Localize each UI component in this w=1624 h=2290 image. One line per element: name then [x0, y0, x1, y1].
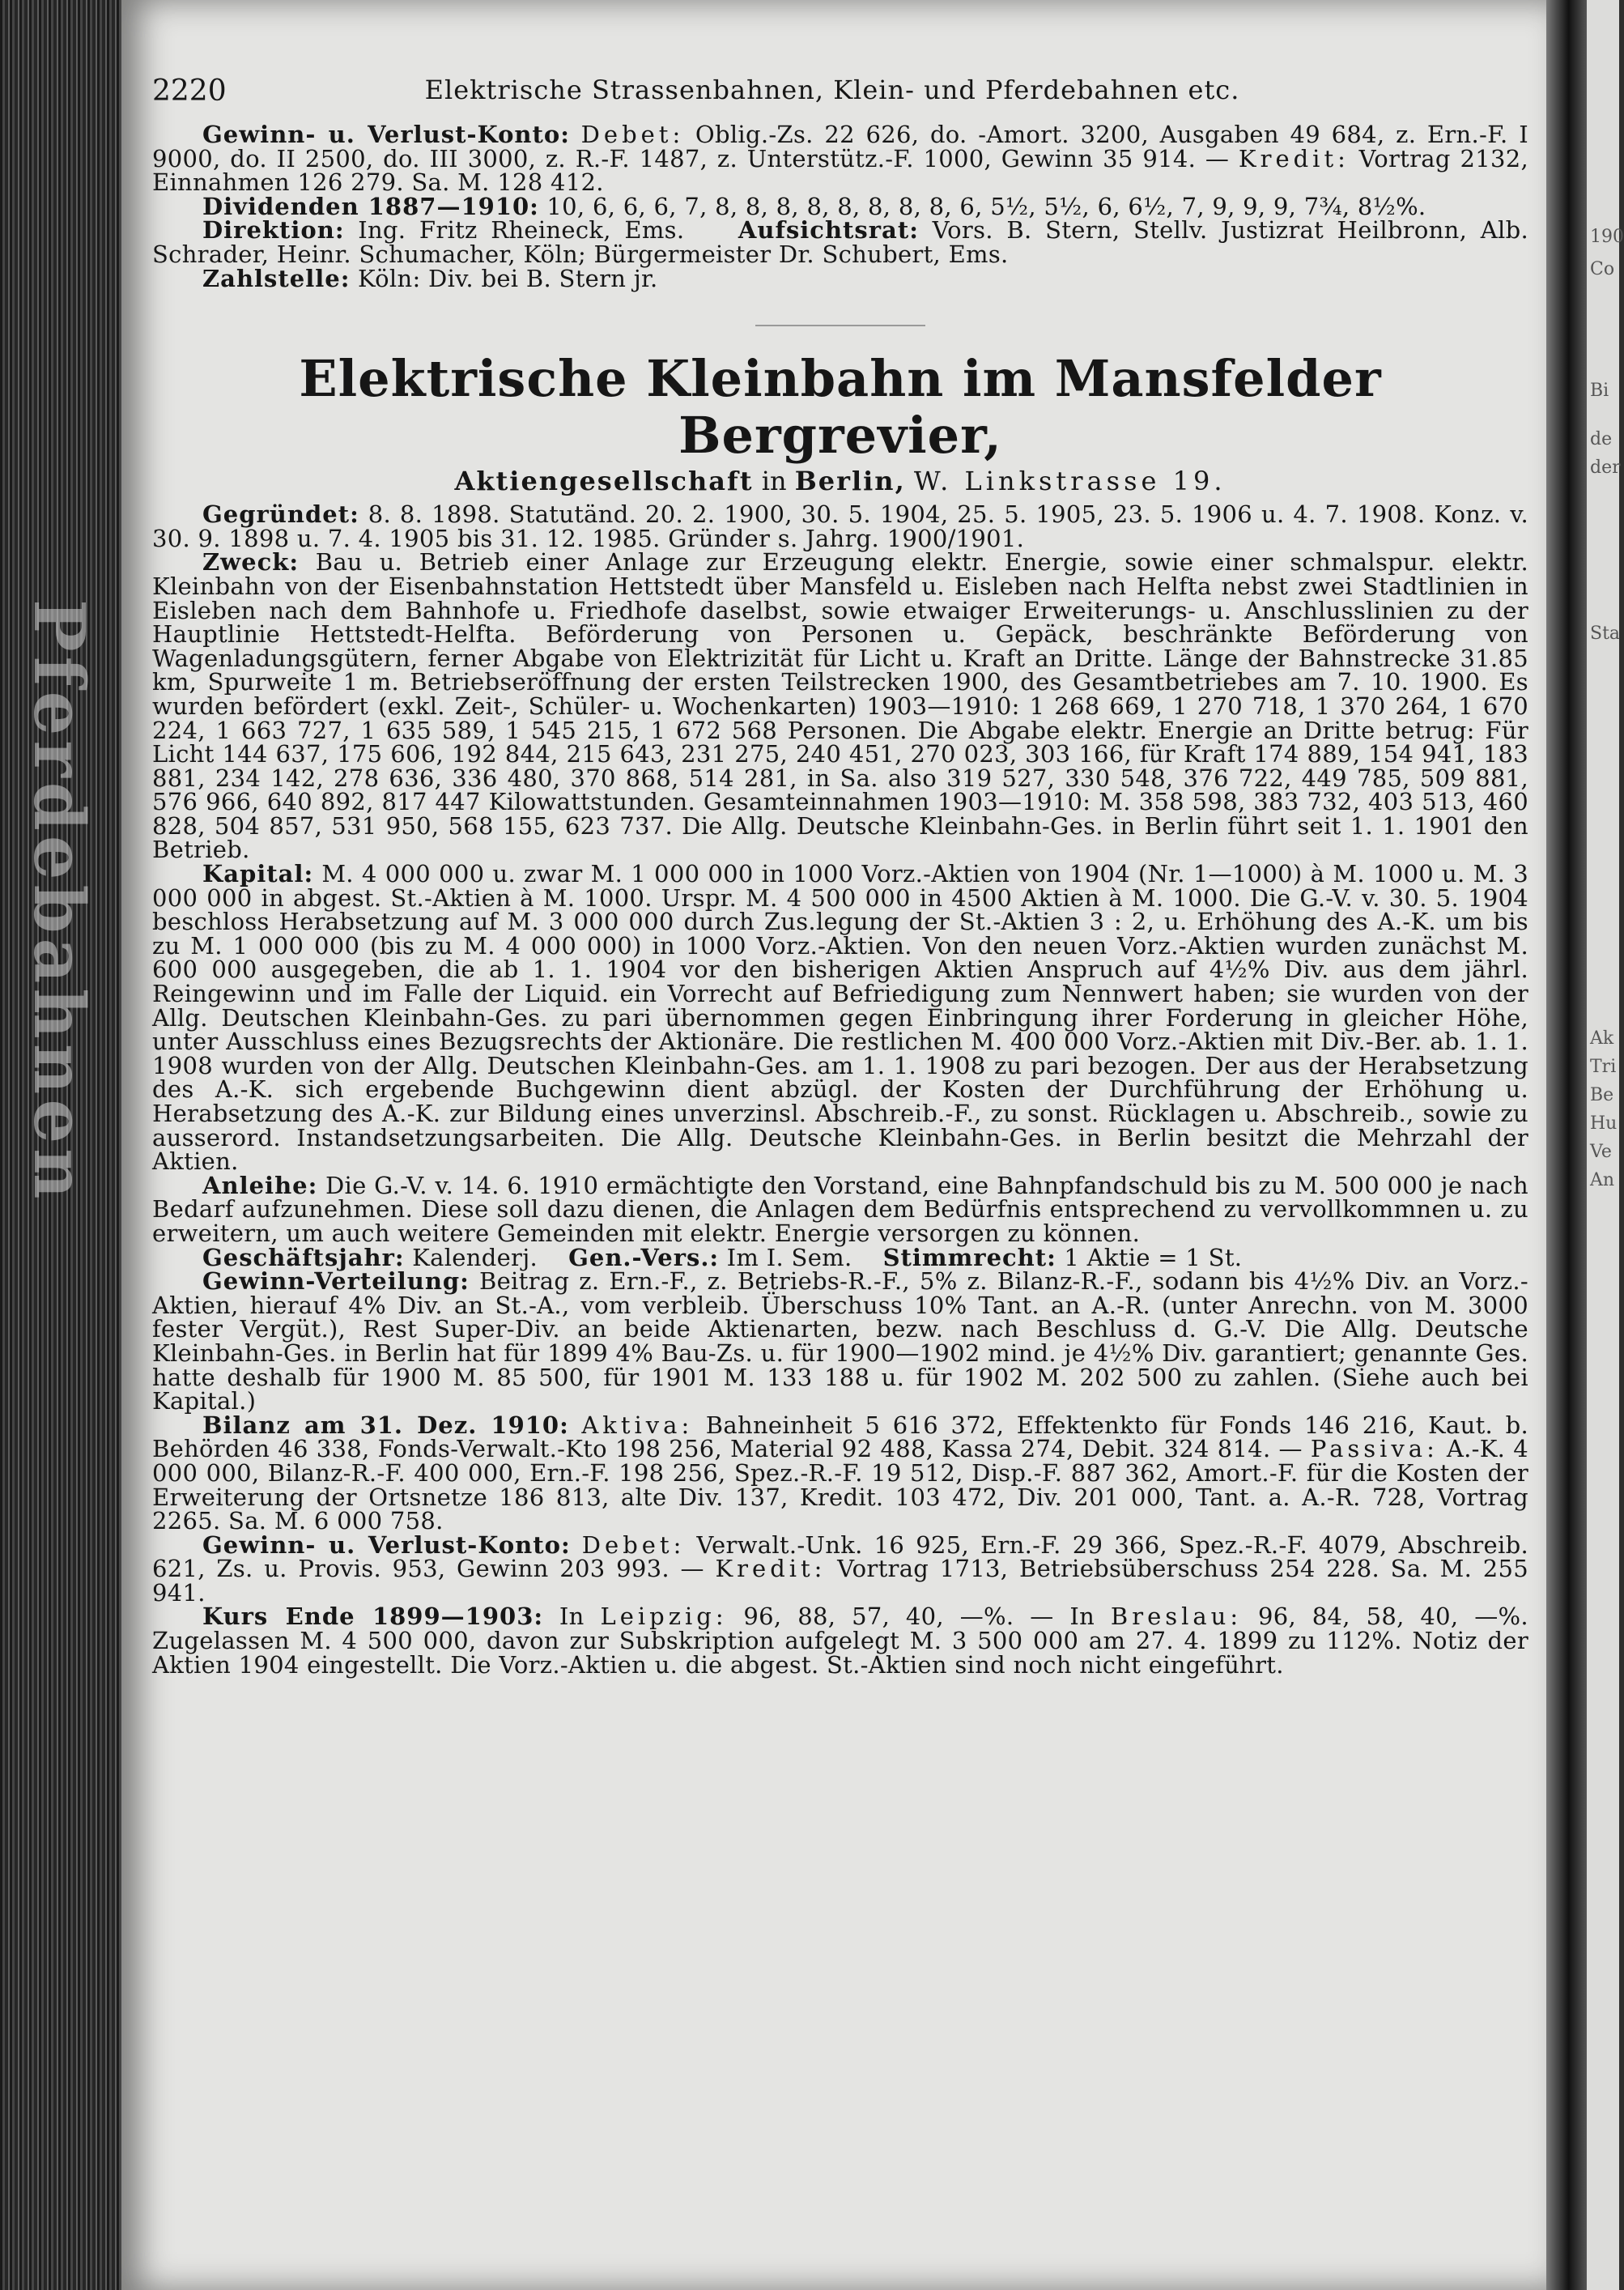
kurs-text1: 96, 88, 57, 40, —%. — In — [743, 1603, 1095, 1631]
page-content — [152, 74, 1528, 1677]
book-spine — [0, 0, 121, 2290]
kapital-text: M. 4 000 000 u. zwar M. 1 000 000 in 1000 Vorz.-Aktien von 1904 (Nr. 1—1000) à M. 1000 u. M. 3 000 000 in abgest. St.-Aktien à M. 1000. Urspr. M. 4 500 000 in 4500 Aktien à M. 1000. Die G.-V. v. 30. 5. 1904 beschloss Herabsetzung auf M. 3 000 000 durch Zus.legung der St.-Aktien 3 : 2, u. Erhöhung des A.-K. um bis zu M. 1 000 000 (bis zu M. 4 000 000) in 1000 Vorz.-Aktien. Von den neuen Vorz.-Aktien wurden zunächst M. 600 000 ausgegeben, die ab 1. 1. 1904 vor den bisherigen Aktien Anspruch auf 4½% Div. aus dem jährl. Reingewinn und im Falle der Liquid. ein Vorrecht auf Befriedigung zum Nennwert haben; sie wurden von der Allg. Deutschen Kleinbahn-Ges. zu pari übernommen gegen Einbringung ihrer Forderung in gleicher Höhe, unter Ausschluss eines Bezugsrechts der Aktionäre. Die restlichen M. 400 000 Vorz.-Aktien mit Div.-Ber. ab. 1. 1. 1908 wurden von der Allg. Deutschen Kleinbahn-Ges. am 1. 1. 1908 zu pari bezogen. Der aus der Herabsetzung des A.-K. sich ergebende Buchgewinn dient abzügl. der Kosten der Durchführung der Erhöhung u. Herabsetzung des A.-K. zur Bildung eines unverzinsl. Abschreib.-F., zu sonst. Rücklagen u. Abschreib., sowie zu ausserord. Instandsetzungsarbeiten. Die Allg. Deutsche Kleinbahn-Ges. in Berlin besitzt die Mehrzahl der Aktien. — [152, 860, 1528, 1176]
zweck-label: Zweck: — [202, 548, 300, 577]
prev-gv-paragraph — [152, 123, 1528, 195]
anleihe-label: Anleihe: — [202, 1171, 318, 1199]
gv-text2: Vortrag 1713, Betriebsüberschuss 254 228. Sa. M. 255 941. — [152, 1555, 1528, 1607]
stimmrecht-text: 1 Aktie = 1 St. — [1064, 1243, 1243, 1271]
next-page-fragment: Co — [1590, 259, 1615, 279]
gen-vers-text: Im I. Sem. — [726, 1243, 852, 1271]
aktiva-label: Aktiva: — [581, 1411, 694, 1439]
next-page-fragment: Be — [1590, 1085, 1614, 1105]
page-number: 2220 — [152, 74, 227, 108]
gv-kredit: Kredit: — [715, 1555, 827, 1583]
page-gutter — [1546, 0, 1587, 2290]
prev-div-paragraph — [152, 192, 1528, 220]
prev-gv-text2: Vortrag 2132, Einnahmen 126 279. Sa. M. 128 412. — [152, 144, 1528, 197]
prev-dir-label: Direktion: — [202, 216, 345, 245]
prev-dir-paragraph — [152, 216, 1528, 268]
gewinn-verteilung-text: Beitrag z. Ern.-F., z. Betriebs-R.-F., 5% z. Bilanz-R.-F., sodann bis 4½% Div. an Vorz.-Aktien, hierauf 4% Div. an St.-A., vom verbleib. Überschuss 10% Tant. an A.-R. (unter Anrechn. von M. 3000 fester Vergüt.), Rest Super-Div. an beide Aktienarten, bezw. nach Beschluss d. G.-V. Die Allg. Deutsche Kleinbahn-Ges. in Berlin hat für 1899 4% Bau-Zs. u. für 1900—1902 mind. je 4½% Div. garantiert; genannte Ges. hatte deshalb für 1900 M. 85 500, für 1901 M. 133 188 u. für 1902 M. 202 500 zu zahlen. (Siehe auch bei Kapital.) — [152, 1267, 1528, 1415]
gegruendet-text: 8. 8. 1898. Statutänd. 20. 2. 1900, 30. 5. 1904, 25. 5. 1905, 23. 5. 1906 u. 4. 7. 1908. Konz. v. 30. 9. 1898 u. 7. 4. 1905 bis 31. 12. 1985. Gründer s. Jahrg. 1900/1901. — [152, 500, 1528, 552]
kurs-label: Kurs Ende 1899—1903: — [202, 1603, 544, 1631]
bilanz-label: Bilanz am 31. Dez. 1910: — [202, 1411, 569, 1439]
prev-zahl-text: Köln: Div. bei B. Stern jr. — [357, 264, 658, 292]
next-page-fragment: Bi — [1590, 381, 1609, 401]
kapital-label: Kapital: — [202, 860, 314, 888]
next-page-fragment: Sta — [1590, 624, 1621, 644]
next-page-fragment: de — [1590, 429, 1613, 449]
prev-ar-text: Vors. B. Stern, Stellv. Justizrat Heilbronn, Alb. Schrader, Heinr. Schumacher, Köln; Bürgermeister Dr. Schubert, Ems. — [152, 216, 1528, 268]
kurs-in: In — [559, 1603, 585, 1631]
prev-gv-kredit: Kredit: — [1238, 144, 1350, 172]
company-city: Berlin, — [794, 466, 906, 497]
gv-label: Gewinn- u. Verlust-Konto: — [202, 1530, 571, 1559]
next-page-edge — [1587, 0, 1624, 2290]
company-address: W. Linkstrasse 19. — [913, 466, 1227, 497]
prev-zahl-label: Zahlstelle: — [202, 264, 351, 292]
company-in: in — [761, 466, 787, 497]
passiva-label: Passiva: — [1310, 1435, 1439, 1463]
anleihe-text: Die G.-V. v. 14. 6. 1910 ermächtigte den Vorstand, eine Bahnpfandschuld bis zu M. 500 000 je nach Bedarf aufzunehmen. Diese soll dazu dienen, die Anlagen dem Bedürfnis entsprechend zu vervollkommnen u. zu erweitern, um auch weitere Gemeinden mit elektr. Energie versorgen zu können. — [152, 1171, 1528, 1247]
zweck-text: Bau u. Betrieb einer Anlage zur Erzeugung elektr. Energie, sowie einer schmalspur. elektr. Kleinbahn von der Eisenbahnstation Hettstedt über Mansfeld u. Eisleben nach Helfta nebst zwei Stadtlinien in Eisleben nach dem Bahnhofe u. Friedhofe daselbst, sowie etwaiger Erweiterungs- u. Anschlusslinien zu der Hauptlinie Hettstedt-Helfta. Beförderung von Personen u. Gepäck, beschränkte Beförderung von Wagenladungsgütern, ferner Abgabe von Elektrizität für Licht u. Kraft an Dritte. Länge der Bahnstrecke 31.85 km, Spurweite 1 m. Betriebseröffnung der ersten Teilstrecken 1900, des Gesamtbetriebes am 7. 10. 1900. Es wurden befördert (exkl. Zeit-, Schüler- u. Wochenkarten) 1903—1910: 1 268 669, 1 270 718, 1 370 264, 1 670 224, 1 663 727, 1 635 589, 1 545 215, 1 672 568 Personen. Die Abgabe elektr. Energie an Dritte betrug: Für Licht 144 637, 175 606, 192 844, 215 643, 231 275, 240 451, 270 023, 303 166, für Kraft 174 889, 154 941, 183 881, 234 142, 278 636, 336 480, 370 868, 514 281, in Sa. also 319 527, 330 548, 376 722, 449 785, 509 881, 576 966, 640 892, 817 447 Kilowattstunden. Gesamteinnahmen 1903—1910: M. 358 598, 383 732, 403 513, 460 828, 504 857, 531 950, 568 155, 623 737. Die Allg. Deutsche Kleinbahn-Ges. in Berlin führt seit 1. 1. 1901 den Betrieb. — [152, 548, 1528, 864]
next-page-fragment: An — [1590, 1170, 1615, 1190]
next-page-fragment: Tri — [1590, 1057, 1617, 1077]
running-header — [152, 74, 1399, 123]
gv-text1: Verwalt.-Unk. 16 925, Ern.-F. 29 366, Spez.-R.-F. 4079, Abschreib. 621, Zs. u. Provis. 953, Gewinn 203 993. — — [152, 1530, 1528, 1583]
prev-gv-text1: Oblig.-Zs. 22 626, do. -Amort. 3200, Ausgaben 49 684, z. Ern.-F. I 9000, do. II 2500, do. III 3000, z. R.-F. 1487, z. Unterstütz.-F. 1000, Gewinn 35 914. — — [152, 121, 1528, 172]
next-page-fragment: der — [1590, 458, 1621, 478]
gegruendet-label: Gegründet: — [202, 500, 359, 529]
prev-gv-debet: Debet: — [580, 121, 685, 148]
next-page-fragment: Ak — [1590, 1028, 1614, 1049]
spine-title: Pferdebahnen — [18, 599, 100, 1204]
running-title: Elektrische Strassenbahnen, Klein- und Pferdebahnen etc. — [424, 74, 1240, 105]
next-page-fragment: Hu — [1590, 1113, 1618, 1134]
gewinn-verlust-paragraph — [152, 1530, 1528, 1607]
gv-debet: Debet: — [581, 1530, 686, 1559]
prev-div-text: 10, 6, 6, 6, 7, 8, 8, 8, 8, 8, 8, 8, 8, 6, 5½, 5½, 6, 6½, 7, 9, 9, 9, 7¾, 8½%. — [546, 192, 1426, 220]
stimmrecht-label: Stimmrecht: — [882, 1243, 1056, 1271]
passiva-text: A.-K. 4 000 000, Bilanz-R.-F. 400 000, Ern.-F. 198 256, Spez.-R.-F. 19 512, Disp.-F. 887 362, Amort.-F. für die Kosten der Erweiterung der Ortsnetze 186 813, alte Div. 137, Kredit. 103 472, Div. 201 000, Tant. a. A.-R. 728, Vortrag 2265. Sa. M. 6 000 758. — [152, 1435, 1528, 1535]
kurs-paragraph — [152, 1605, 1528, 1677]
kapital-paragraph — [152, 862, 1528, 1174]
aktiva-text: Bahneinheit 5 616 372, Effektenkto für Fonds 146 216, Kaut. b. Behörden 46 338, Fonds-Verwalt.-Kto 198 256, Material 92 488, Kassa 274, Debit. 324 814. — — [152, 1411, 1528, 1463]
gj-text: Kalenderj. — [412, 1243, 538, 1271]
zweck-paragraph — [152, 548, 1528, 864]
next-page-fragment: Ve — [1590, 1142, 1612, 1162]
gewinn-verteilung-paragraph — [152, 1267, 1528, 1415]
gegruendet-paragraph — [152, 500, 1528, 552]
prev-ar-label: Aufsichtsrat: — [738, 216, 919, 245]
next-page-fragment: 190 — [1590, 227, 1624, 247]
section-divider — [755, 325, 925, 326]
kurs-breslau: Breslau: — [1110, 1603, 1243, 1631]
gj-label: Geschäftsjahr: — [202, 1243, 405, 1271]
anleihe-paragraph — [152, 1171, 1528, 1247]
bilanz-paragraph — [152, 1411, 1528, 1535]
kurs-leipzig: Leipzig: — [600, 1603, 728, 1631]
prev-div-label: Dividenden 1887—1910: — [202, 192, 539, 220]
company-title: Elektrische Kleinbahn im Mansfelder Bergrevier, — [299, 349, 1382, 466]
gewinn-verteilung-label: Gewinn-Verteilung: — [202, 1267, 470, 1296]
prev-dir-text: Ing. Fritz Rheineck, Ems. — [358, 216, 685, 245]
prev-zahl-paragraph — [152, 264, 1528, 292]
geschaeftsjahr-paragraph — [152, 1243, 1528, 1271]
prev-gv-label: Gewinn- u. Verlust-Konto: — [202, 121, 570, 148]
kurs-text2: 96, 84, 58, 40, —%. Zugelassen M. 4 500 000, davon zur Subskription aufgelegt M. 3 500 000 am 27. 4. 1899 zu 112%. Notiz der Aktien 1904 eingestellt. Die Vorz.-Aktien u. die abgest. St.-Aktien sind noch nicht eingeführt. — [152, 1603, 1528, 1679]
company-legal-form: Aktiengesellschaft — [454, 466, 754, 497]
gen-vers-label: Gen.-Vers.: — [568, 1243, 720, 1271]
company-subtitle — [152, 466, 1528, 496]
